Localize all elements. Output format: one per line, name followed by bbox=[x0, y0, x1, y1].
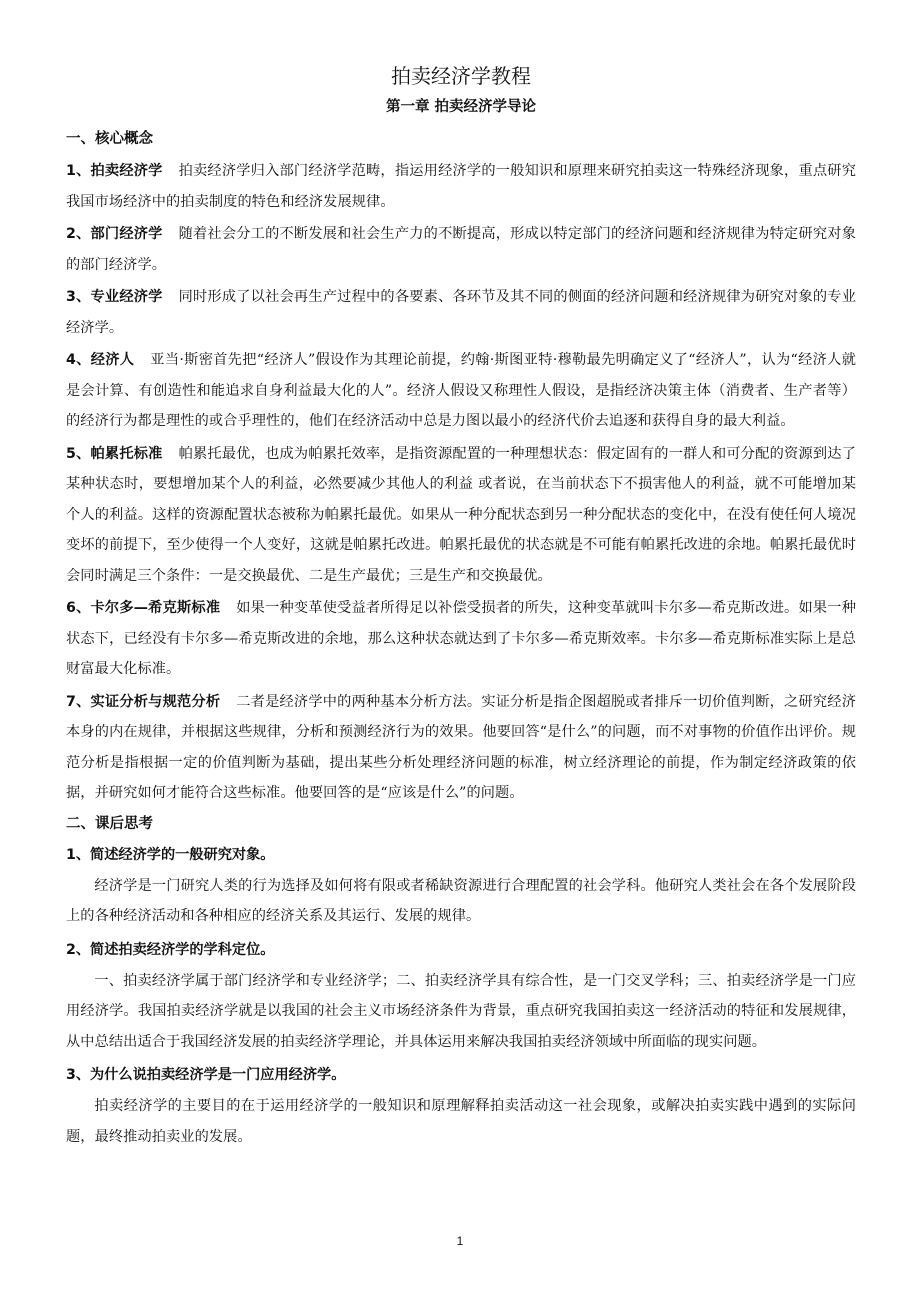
concept-text: 帕累托最优，也成为帕累托效率，是指资源配置的一种理想状态：假定固有的一群人和可分配的资源到达了某种状态时，要想增加某个人的利益，必然要减少其他人的利益 或者说，在当前状态下不损害他人的利益，就不可能增加某个人的利益。这样的资源配置状态被称为帕累托最优。如果从一种分配状态到另一种分配状态的变化中，在没有使任何人境况变坏的前提下，至少使得一个人变好，这就是帕累托改进。帕累托最优的状态就是不可能有帕累托改进的余地。帕累托最优时会同时满足三个条件：一是交换最优、二是生产最优；三是生产和交换最优。 bbox=[66, 445, 856, 584]
concept-term: 3、专业经济学 bbox=[66, 289, 163, 305]
concept-paragraph bbox=[66, 156, 856, 217]
concept-paragraph bbox=[66, 282, 856, 343]
review-answer: 经济学是一门研究人类的行为选择及如何将有限或者稀缺资源进行合理配置的社会学科。他研究人类社会在各个发展阶段上的各种经济活动和各种相应的经济关系及其运行、发展的规律。 bbox=[66, 877, 856, 924]
concept-paragraph bbox=[66, 593, 856, 685]
concept-paragraph bbox=[66, 439, 856, 592]
concept-text: 拍卖经济学归入部门经济学范畴，指运用经济学的一般知识和原理来研究拍卖这一特殊经济现象，重点研究我国市场经济中的拍卖制度的特色和经济发展规律。 bbox=[66, 163, 856, 210]
review-question: 3、为什么说拍卖经济学是一门应用经济学。 bbox=[66, 1067, 346, 1083]
chapter-title: 第一章 拍卖经济学导论 bbox=[385, 99, 537, 115]
review-answer: 一、拍卖经济学属于部门经济学和专业经济学；二、拍卖经济学具有综合性，是一门交叉学科；三、拍卖经济学是一门应用经济学。我国拍卖经济学就是以我国的社会主义市场经济条件为背景，重点研究我国拍卖这一经济活动的特征和发展规律，从中总结出适合于我国经济发展的拍卖经济学理论，并具体运用来解决我国拍卖经济领域中所面临的现实问题。 bbox=[66, 972, 856, 1050]
concept-term: 4、经济人 bbox=[66, 352, 135, 368]
review-question: 1、简述经济学的一般研究对象。 bbox=[66, 846, 275, 863]
document-title: 拍卖经济学教程 bbox=[391, 64, 531, 88]
concept-term: 1、拍卖经济学 bbox=[66, 163, 163, 179]
review-question: 2、简述拍卖经济学的学科定位。 bbox=[66, 941, 275, 958]
concept-term: 7、实证分析与规范分析 bbox=[66, 693, 221, 710]
concept-term: 5、帕累托标准 bbox=[66, 445, 163, 462]
concept-term: 6、卡尔多—希克斯标准 bbox=[66, 600, 221, 616]
review-answer: 拍卖经济学的主要目的在于运用经济学的一般知识和原理解释拍卖活动这一社会现象，或解决拍卖实践中遇到的实际问题，最终推动拍卖业的发展。 bbox=[66, 1098, 856, 1145]
concept-text: 亚当·斯密首先把“经济人”假设作为其理论前提，约翰·斯图亚特·穆勒最先明确定义了“经济人”，认为“经济人就是会计算、有创造性和能追求自身利益最大化的人”。经济人假设又称理性人假设，是指经济决策主体（消费者、生产者等）的经济行为都是理性的或合乎理性的，他们在经济活动中总是力图以最小的经济代价去追逐和获得自身的最大利益。 bbox=[66, 352, 856, 429]
concept-paragraph bbox=[66, 345, 856, 437]
concept-text: 二者是经济学中的两种基本分析方法。实证分析是指企图超脱或者排斥一切价值判断，之研究经济本身的内在规律，并根据这些规律，分析和预测经济行为的效果。他要回答“是什么”的问题，而不对事物的价值作出评价。规范分析是指根据一定的价值判断为基础，提出某些分析处理经济问题的标准，树立经济理论的前提，作为制定经济政策的依据，并研究如何才能符合这些标准。他要回答的是“应该是什么”的问题。 bbox=[66, 693, 856, 801]
concept-paragraph bbox=[66, 219, 856, 280]
concept-text: 同时形成了以社会再生产过程中的各要素、各环节及其不同的侧面的经济问题和经济规律为研究对象的专业经济学。 bbox=[66, 289, 856, 336]
section-heading-core-concepts: 一、核心概念 bbox=[66, 131, 153, 147]
document-page bbox=[66, 62, 856, 1156]
concept-text: 随着社会分工的不断发展和社会生产力的不断提高，形成以特定部门的经济问题和经济规律为特定研究对象的部门经济学。 bbox=[66, 226, 856, 273]
concept-paragraph bbox=[66, 687, 856, 809]
concept-term: 2、部门经济学 bbox=[66, 226, 163, 242]
page-number: 1 bbox=[456, 1234, 464, 1248]
concept-text: 如果一种变革使受益者所得足以补偿受损者的所失，这种变革就叫卡尔多—希克斯改进。如果一种状态下，已经没有卡尔多—希克斯改进的余地，那么这种状态就达到了卡尔多—希克斯效率。卡尔多—希克斯标准实际上是总财富最大化标准。 bbox=[66, 600, 856, 677]
section-heading-review-questions: 二、课后思考 bbox=[66, 815, 153, 832]
